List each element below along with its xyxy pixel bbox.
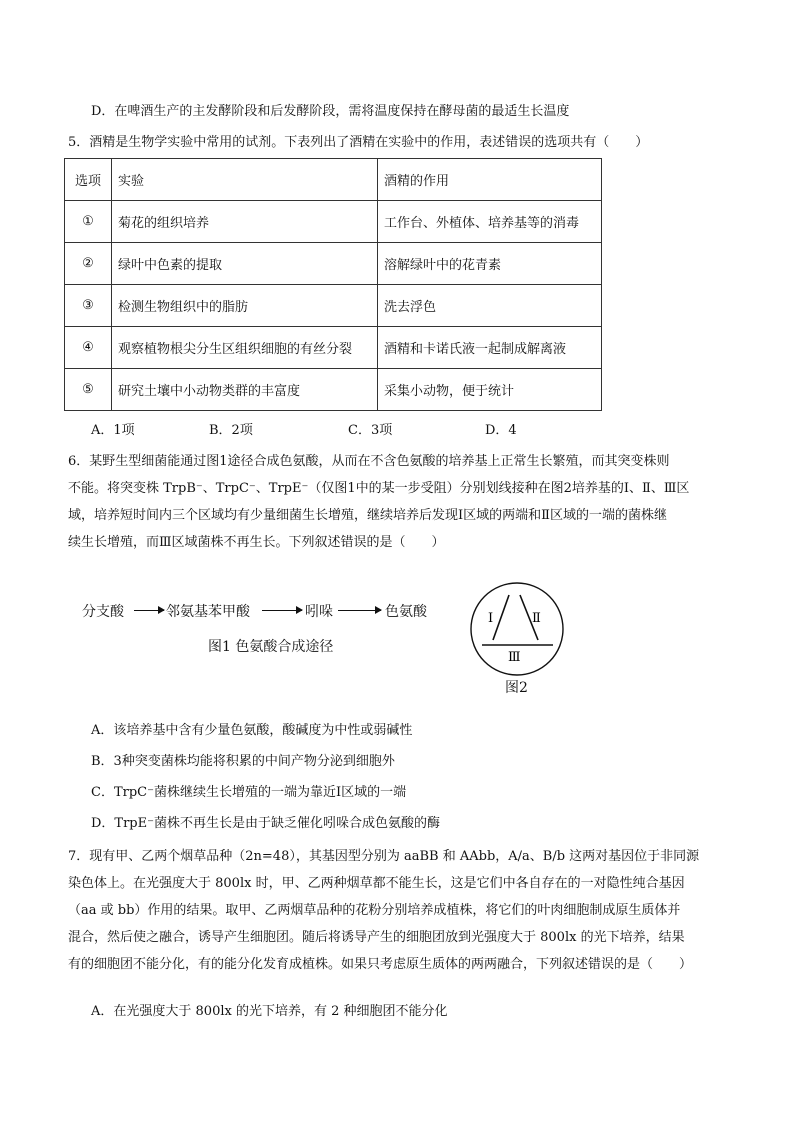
arrow-icon [134,610,164,611]
row-alcohol-role: 洗去浮色 [378,285,602,327]
pathway-step: 分支酸 [82,604,124,620]
alcohol-experiment-table [64,158,602,411]
row-index: ⑤ [65,369,112,411]
q7-stem-line: 染色体上。在光强度大于 800lx 时，甲、乙两种烟草都不能生长，这是它们中各自存在的一对隐性纯合基因 [68,876,685,891]
table-row [65,285,602,327]
q6-stem [68,448,748,556]
row-alcohol-role: 酒精和卡诺氏液一起制成解离液 [378,327,602,369]
q7-stem [68,843,748,978]
pathway-step: 邻氨基苯甲酸 [166,604,250,620]
streak-line-i [493,595,509,640]
q4-option-d: D．在啤酒生产的主发酵阶段和后发酵阶段，需将温度保持在酵母菌的最适生长温度 [91,104,570,119]
q6-stem-line: 不能。将突变株 TrpB⁻、TrpC⁻、TrpE⁻（仅图1中的某一步受阻）分别划线接种在图2培养基的Ⅰ、Ⅱ、Ⅲ区 [68,481,690,496]
arrow-icon [338,610,381,611]
q5-stem: 5．酒精是生物学实验中常用的试剂。下表列出了酒精在实验中的作用，表述错误的选项共有（ ） [68,135,649,150]
row-index: ④ [65,327,112,369]
q6-option-c: C．TrpC⁻菌株继续生长增殖的一端为靠近Ⅰ区域的一端 [91,785,407,800]
row-alcohol-role: 溶解绿叶中的花青素 [378,243,602,285]
header-option: 选项 [65,159,112,201]
q7-option-a: A．在光强度大于 800lx 的光下培养，有 2 种细胞团不能分化 [91,1004,448,1019]
header-alcohol-role: 酒精的作用 [378,159,602,201]
row-experiment: 检测生物组织中的脂肪 [112,285,378,327]
q7-stem-line: 7．现有甲、乙两个烟草品种（2n=48），其基因型分别为 aaBB 和 AAbb，A/a、B/b 这两对基因位于非同源 [68,849,700,864]
row-alcohol-role: 采集小动物，便于统计 [378,369,602,411]
table-row [65,327,602,369]
q5-option-a: A．1项 [91,423,135,438]
row-index: ② [65,243,112,285]
q6-stem-line: 续生长增殖，而Ⅲ区域菌株不再生长。下列叙述错误的是（ ） [68,535,445,550]
row-experiment: 研究土壤中小动物类群的丰富度 [112,369,378,411]
row-index: ① [65,201,112,243]
q5-option-b: B．2项 [209,423,253,438]
region-label-ii: Ⅱ [532,611,541,626]
header-experiment: 实验 [112,159,378,201]
table-row [65,369,602,411]
fig2-caption: 图2 [505,680,528,696]
pathway-step: 吲哚 [305,604,333,620]
q7-stem-line: 混合，然后使之融合，诱导产生细胞团。随后将诱导产生的细胞团放到光强度大于 800lx 的光下培养，结果 [68,930,685,945]
fig1-caption: 图1 色氨酸合成途径 [208,639,334,655]
q7-stem-line: （aa 或 bb）作用的结果。取甲、乙两烟草品种的花粉分别培养成植株，将它们的叶肉细胞制成原生质体并 [68,903,681,918]
q5-option-d: D．4 [485,423,517,438]
q6-option-a: A．该培养基中含有少量色氨酸，酸碱度为中性或弱碱性 [91,723,413,738]
q6-option-d: D．TrpE⁻菌株不再生长是由于缺乏催化吲哚合成色氨酸的酶 [91,816,440,831]
row-index: ③ [65,285,112,327]
q6-option-b: B．3种突变菌株均能将积累的中间产物分泌到细胞外 [91,754,395,769]
row-experiment: 观察植物根尖分生区组织细胞的有丝分裂 [112,327,378,369]
pathway-step: 色氨酸 [385,604,427,620]
fig2-petri-dish [462,581,572,677]
table-row [65,201,602,243]
table-row [65,243,602,285]
region-label-i: Ⅰ [488,611,494,626]
row-experiment: 绿叶中色素的提取 [112,243,378,285]
row-experiment: 菊花的组织培养 [112,201,378,243]
q6-stem-line: 6．某野生型细菌能通过图1途径合成色氨酸，从而在不含色氨酸的培养基上正常生长繁殖，而其突变株则 [68,454,670,469]
region-label-iii: Ⅲ [508,650,521,665]
table-header-row [65,159,602,201]
q6-stem-line: 域，培养短时间内三个区域均有少量细菌生长增殖，继续培养后发现Ⅰ区域的两端和Ⅱ区域的一端的菌株继 [68,508,667,523]
arrow-icon [262,610,302,611]
q7-stem-line: 有的细胞团不能分化，有的能分化发育成植株。如果只考虑原生质体的两两融合，下列叙述错误的是（ ） [68,957,693,972]
row-alcohol-role: 工作台、外植体、培养基等的消毒 [378,201,602,243]
q5-option-c: C．3项 [348,423,393,438]
